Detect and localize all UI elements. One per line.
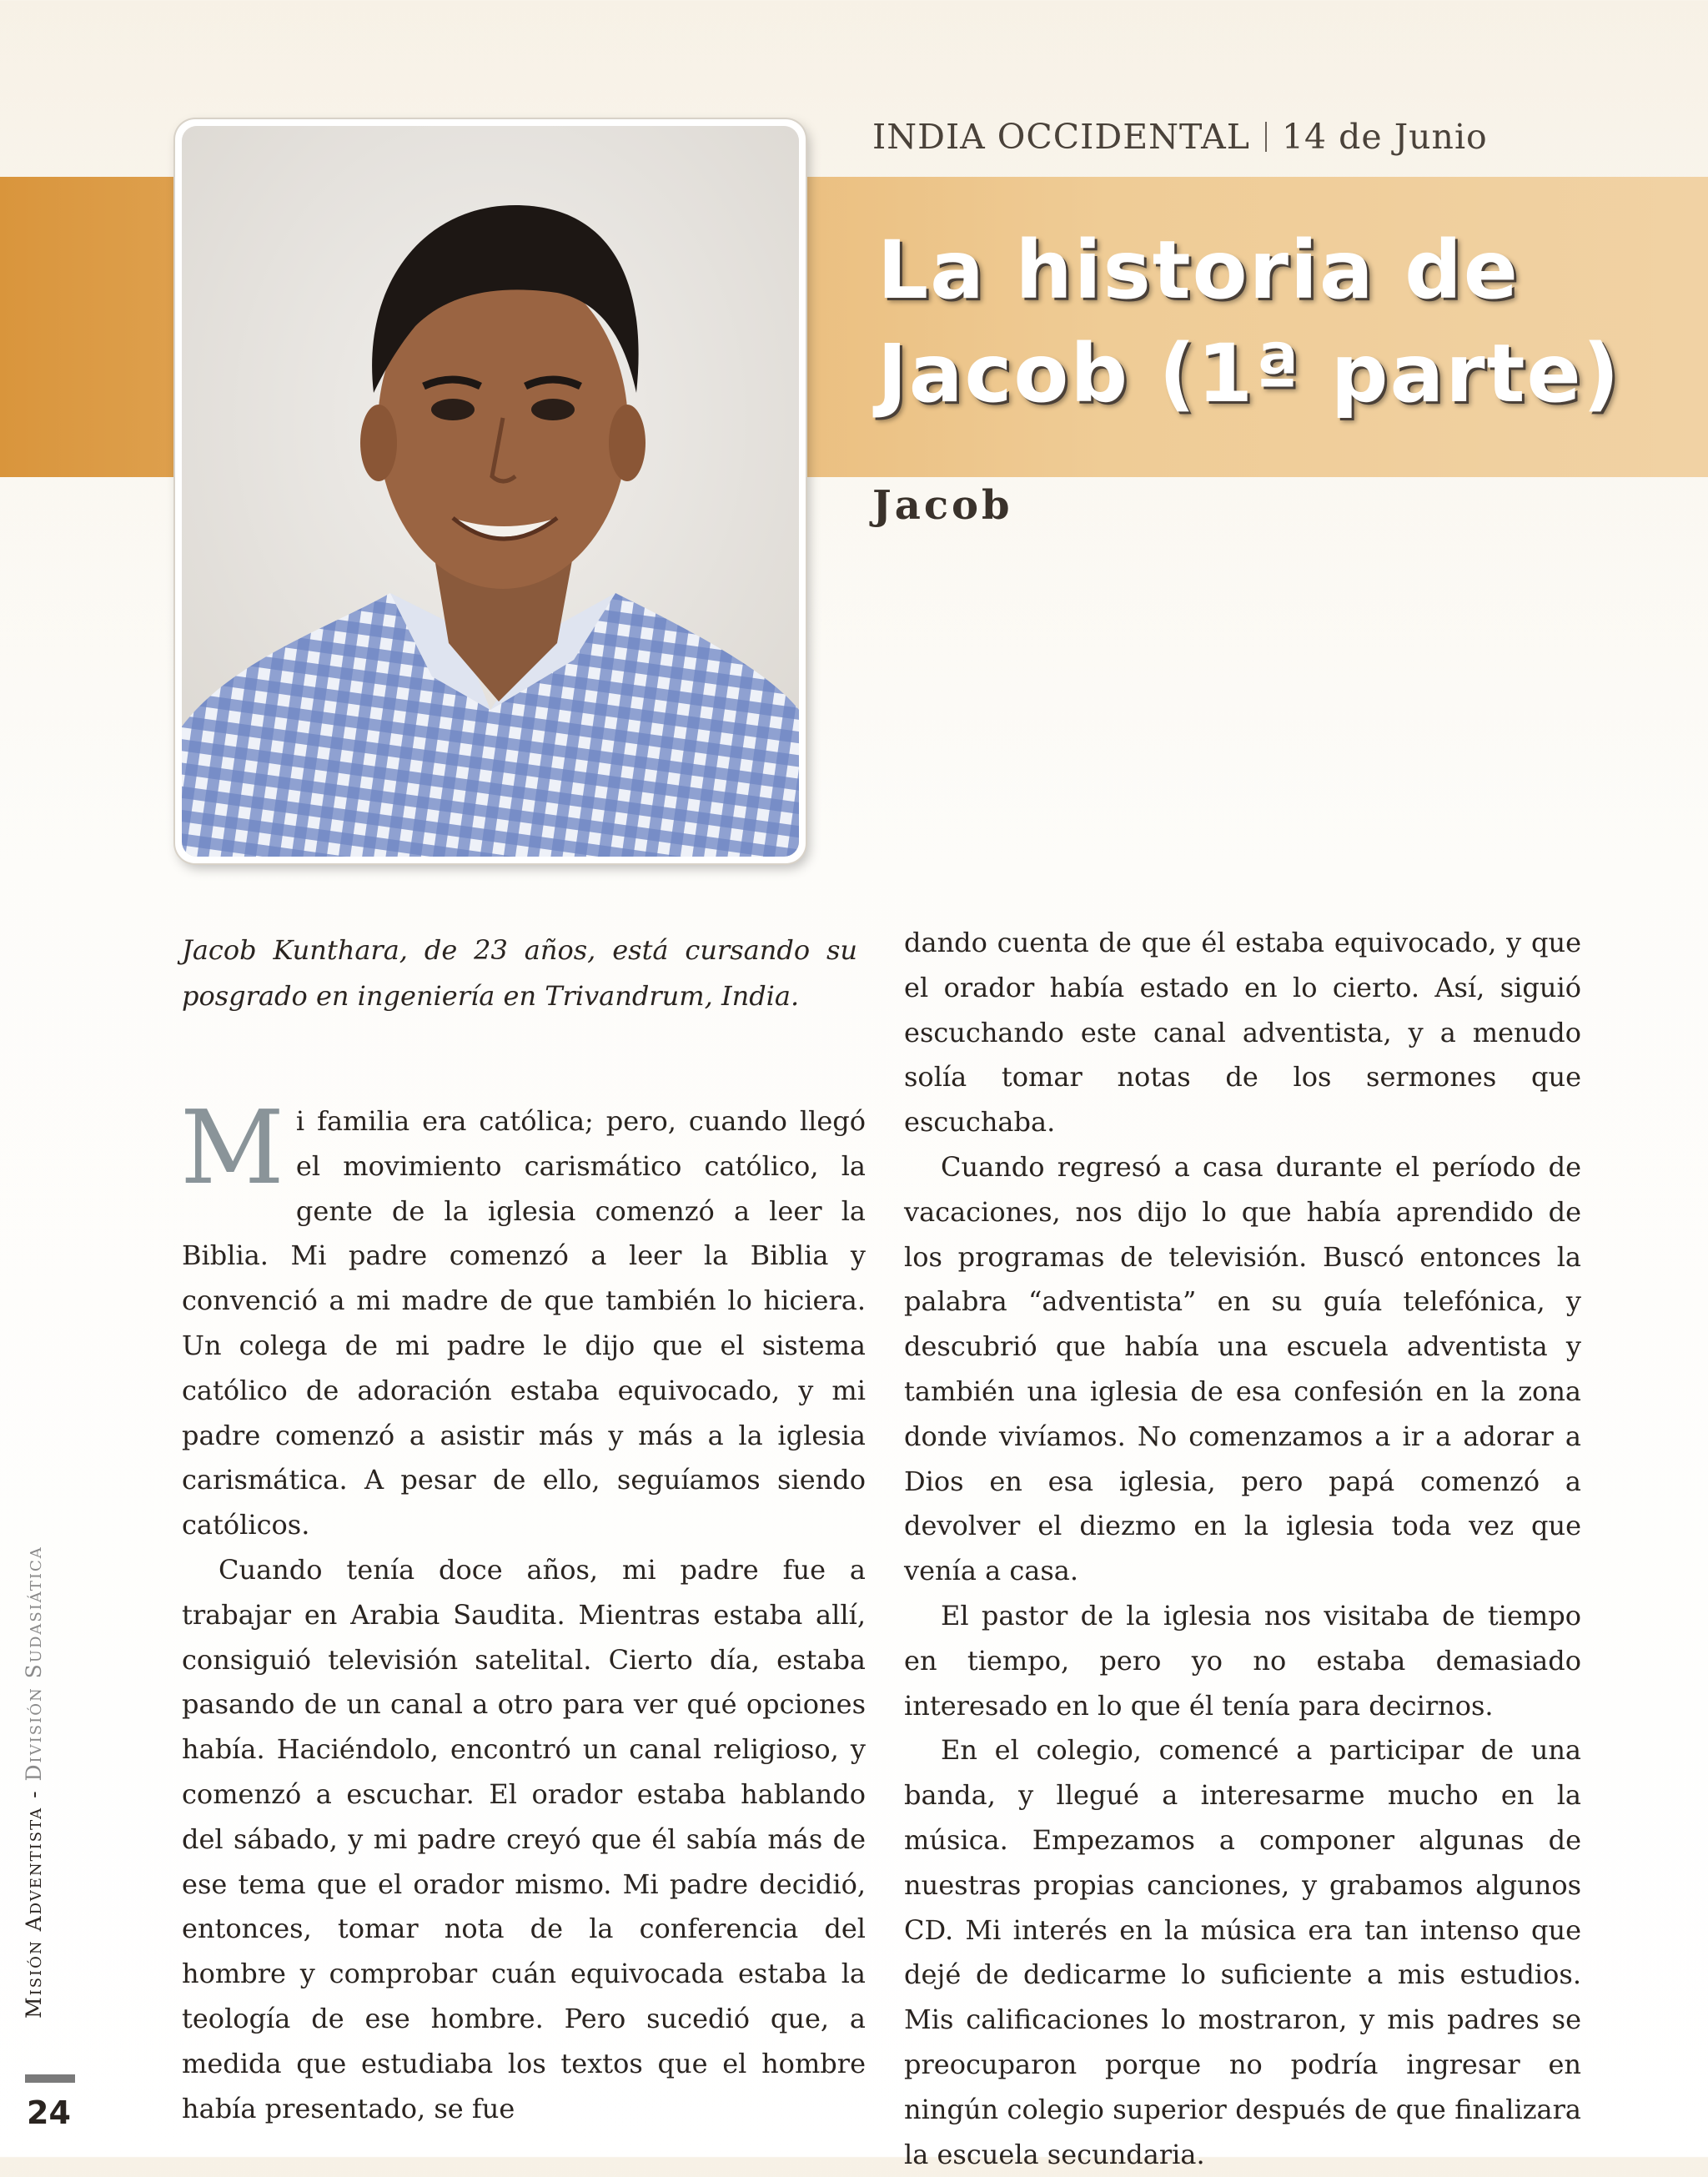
paragraph-3: Cuando regresó a casa durante el período de vacaciones, nos dijo lo que había aprendido de los programas de televisión. Buscó entonces la palabra “adventista” en su guía telefónica, y descubrió que había una escuela adventista y también una iglesia de esa confesión en la zona donde vivíamos. No comenzamos a ir a adorar a Dios en esa iglesia, pero papá comenzó a devolver el diezmo en la iglesia toda vez que venía a casa. — [904, 1150, 1581, 1587]
publication-name: Misión Adventista — [22, 1806, 46, 2019]
story-title-line-1: La historia de — [877, 224, 1520, 317]
paragraph-2-continued: dando cuenta de que él estaba equivocado, y que el orador había estado en lo cierto. Así, siguió escuchando este canal adventista, y a menudo solía tomar notas de los sermones que escuchaba. — [904, 927, 1581, 1139]
paragraph-2: Cuando tenía doce años, mi padre fue a trabajar en Arabia Saudita. Mientras estaba allí, consiguió televisión satelital. Cierto día, estaba pasando de un canal a otro para ver qué opciones había. Haciéndolo, encontró un canal religioso, y comenzó a escuchar. El orador estaba hablando del sábado, y mi padre creyó que él sabía más de ese tema que el orador mismo. Mi padre decidió, entonces, tomar nota de la conferencia del hombre y comprobar cuán equivocada estaba la teología de ese hombre. Pero sucedió que, a medida que estudiaba los textos que el hombre había presentado, se fue — [182, 1553, 866, 2124]
date-label: 14 de Junio — [1281, 117, 1488, 157]
byline: Jacob — [872, 482, 1013, 529]
publication-separator: - — [22, 1781, 46, 1807]
region-date-kicker — [872, 117, 1488, 157]
page-number: 24 — [27, 2094, 71, 2131]
story-title — [877, 219, 1695, 425]
body-column-right — [904, 921, 1581, 2177]
portrait-illustration — [182, 126, 799, 857]
photo-caption: Jacob Kunthara, de 23 años, está cursando su posgrado en ingeniería en Trivandrum, India. — [182, 934, 857, 1012]
portrait-photo — [182, 126, 799, 857]
kicker-divider — [1265, 122, 1267, 152]
page-number-rule — [25, 2074, 75, 2083]
division-name: División Sudasiática — [22, 1546, 46, 1782]
paragraph-4: El pastor de la iglesia nos visitaba de tiempo en tiempo, pero yo no estaba demasiado interesado en lo que él tenía para decirnos. — [904, 1599, 1581, 1722]
story-title-line-2: Jacob (1ª parte) — [877, 327, 1621, 420]
region-label: INDIA OCCIDENTAL — [872, 117, 1250, 157]
portrait-frame — [175, 119, 806, 863]
body-column-left — [180, 1088, 866, 2131]
drop-cap: M — [180, 1088, 284, 1207]
publication-side-label — [22, 1485, 46, 2019]
paragraph-1-text: i familia era católica; pero, cuando llegó el movimiento carismático católico, la gente de la iglesia comenzó a leer la Biblia. Mi padre comenzó a leer la Biblia y convenció a mi madre de que también lo hiciera. Un colega de mi padre le dijo que el sistema católico de adoración estaba equivocado, y mi padre comenzó a asistir más y más a la iglesia carismática. A pesar de ello, seguíamos siendo católicos. — [182, 1105, 866, 1541]
paragraph-1 — [180, 1088, 866, 1548]
paragraph-5: En el colegio, comencé a participar de una banda, y llegué a interesarme mucho en la música. Empezamos a componer algunas de nuestras propias canciones, y grabamos algunos CD. Mi interés en la música era tan intenso que dejé de dedicarme lo suficiente a mis estudios. Mis calificaciones lo mostraron, y mis padres se preocuparon porque no podría ingresar en ningún colegio superior después de que finalizara la escuela secundaria. — [904, 1734, 1581, 2170]
